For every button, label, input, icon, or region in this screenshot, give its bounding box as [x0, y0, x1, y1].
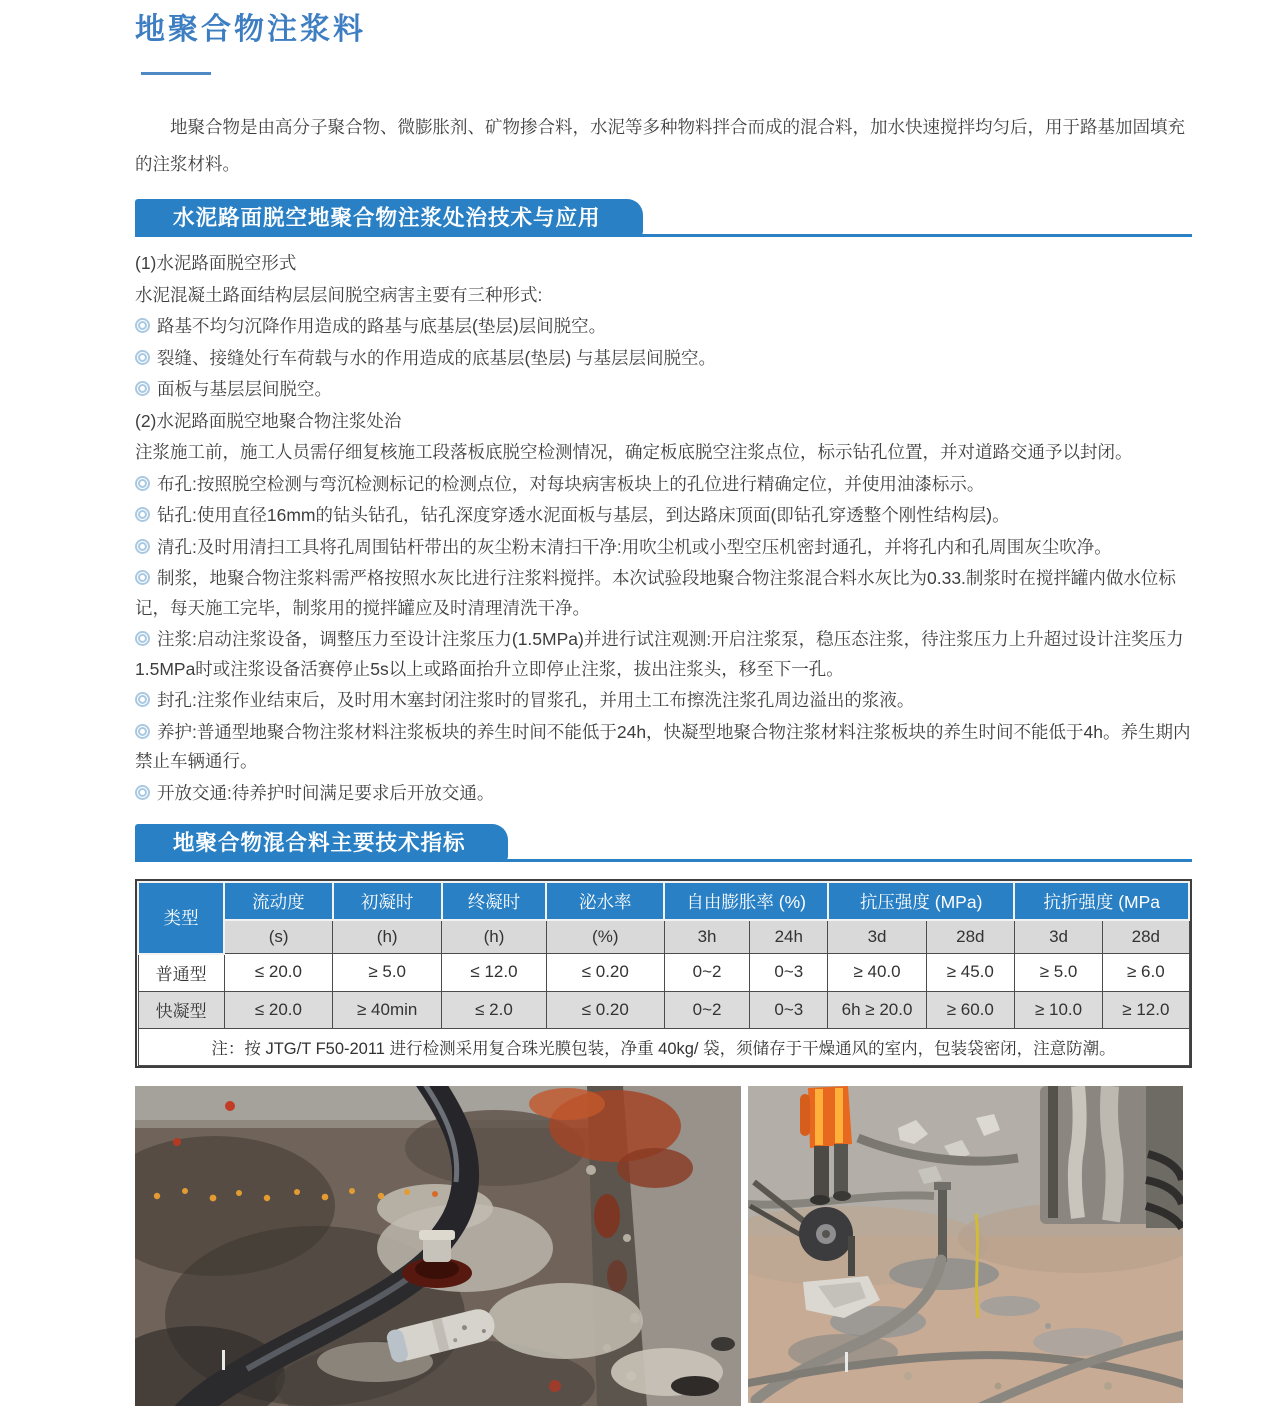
page-title: 地聚合物注浆料 — [135, 13, 366, 46]
table-corner-header: 类型 — [138, 882, 224, 954]
bullet-text: 布孔:按照脱空检测与弯沉检测标记的检测点位，对每块病害板块上的孔位进行精确定位，并使用油漆标示。 — [157, 473, 985, 494]
title-underline — [141, 72, 211, 75]
value-cell: ≤ 12.0 — [442, 954, 546, 992]
bullet-item — [135, 344, 1192, 374]
table-header-cell: 自由膨胀率 (%) — [664, 882, 827, 920]
value-cell: ≥ 5.0 — [1014, 954, 1102, 992]
table-subheader-cell: 24h — [750, 920, 828, 954]
bullet-item — [135, 779, 1192, 809]
body-paragraph: (2)水泥路面脱空地聚合物注浆处治 — [135, 410, 402, 431]
value-cell: ≤ 0.20 — [546, 954, 664, 992]
ring-bullet-icon — [135, 570, 150, 585]
bullet-text: 路基不均匀沉降作用造成的路基与底基层(垫层)层间脱空。 — [157, 316, 607, 336]
spec-table-wrapper — [135, 879, 1192, 1068]
photo-pavement-grouting-hose — [135, 1086, 741, 1406]
value-cell: 0~2 — [664, 991, 749, 1028]
bullet-text: 开放交通:待养护时间满足要求后开放交通。 — [157, 782, 495, 803]
body-paragraph: 水泥混凝土路面结构层层间脱空病害主要有三种形式: — [135, 284, 543, 305]
value-cell: ≥ 45.0 — [926, 954, 1014, 992]
bullet-text: 裂缝、接缝处行车荷载与水的作用造成的底基层(垫层) 与基层层间脱空。 — [157, 347, 717, 368]
page-content — [135, 0, 1192, 1406]
scan-artifact — [845, 1352, 848, 1372]
ring-bullet-icon — [135, 507, 150, 522]
ring-bullet-icon — [135, 476, 150, 491]
bullet-text: 注浆:启动注浆设备，调整压力至设计注浆压力(1.5MPa)并进行试注观测:开启注浆泵，稳压态注浆，待注浆压力上升超过设计注奖压力1.5MPa时或注浆设备活赛停止5s以上或路面抬升立即停止注浆，拔出注浆头，移至下一孔。 — [135, 629, 1184, 679]
table-subheader-cell: (%) — [546, 920, 664, 954]
bullet-item — [135, 470, 1192, 500]
table-header-cell: 初凝时 — [333, 882, 442, 920]
ring-bullet-icon — [135, 381, 150, 396]
bullet-item — [135, 686, 1192, 716]
bullet-text: 面板与基层层间脱空。 — [157, 379, 332, 399]
bullet-text: 钻孔:使用直径16mm的钻头钻孔，钻孔深度穿透水泥面板与基层，到达路床顶面(即钻孔穿透整个刚性结构层)。 — [157, 505, 1010, 525]
row-label: 普通型 — [138, 954, 224, 992]
ring-bullet-icon — [135, 785, 150, 800]
table-header-cell: 终凝时 — [442, 882, 546, 920]
section2-banner: 地聚合物混合料主要技术指标 — [135, 824, 508, 862]
value-cell: 0~2 — [664, 954, 749, 992]
ring-bullet-icon — [135, 350, 150, 365]
bullet-text: 养护:普通型地聚合物注浆材料注浆板块的养生时间不能低于24h，快凝型地聚合物注浆材料注浆板块的养生时间不能低于4h。养生期内禁止车辆通行。 — [135, 721, 1191, 771]
table-header-cell: 泌水率 — [546, 882, 664, 920]
table-subheader-cell: (h) — [333, 920, 442, 954]
table-row — [138, 954, 1189, 992]
bullet-text: 清孔:及时用清扫工具将孔周围钻杆带出的灰尘粉末清扫干净:用吹尘机或小型空压机密封通孔，并将孔内和孔周围灰尘吹净。 — [157, 536, 1112, 557]
bullet-item — [135, 501, 1192, 531]
value-cell: 0~3 — [750, 954, 828, 992]
value-cell: ≤ 0.20 — [546, 991, 664, 1028]
ring-bullet-icon — [135, 539, 150, 554]
bullet-item — [135, 718, 1192, 777]
value-cell: ≥ 5.0 — [333, 954, 442, 992]
value-cell: ≥ 60.0 — [926, 991, 1014, 1028]
bullet-item — [135, 533, 1192, 563]
table-subheader-cell: (h) — [442, 920, 546, 954]
table-subheader-cell: 3h — [664, 920, 749, 954]
section2-banner-row — [135, 824, 1192, 862]
bullet-item — [135, 564, 1192, 623]
photo-site-grouting-work — [748, 1086, 1183, 1403]
table-header-cell: 流动度 — [224, 882, 332, 920]
ring-bullet-icon — [135, 692, 150, 707]
table-subheader-cell: 3d — [828, 920, 926, 954]
value-cell: ≥ 6.0 — [1103, 954, 1189, 992]
ring-bullet-icon — [135, 631, 150, 646]
value-cell: ≤ 20.0 — [224, 954, 332, 992]
section1-banner-row — [135, 199, 1192, 237]
value-cell: ≥ 10.0 — [1014, 991, 1102, 1028]
value-cell: ≥ 40min — [333, 991, 442, 1028]
value-cell: 0~3 — [750, 991, 828, 1028]
section1-banner: 水泥路面脱空地聚合物注浆处治技术与应用 — [135, 199, 643, 237]
table-subheader-cell: (s) — [224, 920, 332, 954]
table-subheader-cell: 28d — [926, 920, 1014, 954]
value-cell: ≥ 12.0 — [1103, 991, 1189, 1028]
photo-strip — [135, 1086, 1192, 1406]
table-header-cell: 抗压强度 (MPa) — [828, 882, 1015, 920]
bullet-text: 封孔:注浆作业结束后，及时用木塞封闭注浆时的冒浆孔，并用土工布擦洗注浆孔周边溢出的浆液。 — [157, 690, 915, 710]
table-note: 注：按 JTG/T F50-2011 进行检测采用复合珠光膜包装，净重 40kg/ 袋，须储存于干燥通风的室内，包装袋密闭，注意防潮。 — [138, 1028, 1189, 1065]
bullet-item — [135, 312, 1192, 342]
bullet-item — [135, 375, 1192, 405]
intro-paragraph: 地聚合物是由高分子聚合物、微膨胀剂、矿物掺合料，水泥等多种物料拌合而成的混合料，加水快速搅拌均匀后，用于路基加固填充的注浆材料。 — [135, 117, 1185, 174]
body-paragraph: (1)水泥路面脱空形式 — [135, 253, 297, 273]
table-subheader-cell: 28d — [1103, 920, 1189, 954]
bullet-item — [135, 625, 1192, 684]
bullet-text: 制浆，地聚合物注浆料需严格按照水灰比进行注浆料搅拌。本次试验段地聚合物注浆混合料水灰比为0.33.制浆时在搅拌罐内做水位标记，每天施工完毕，制浆用的搅拌罐应及时清理清洗干净。 — [135, 568, 1176, 618]
table-subheader-cell: 3d — [1014, 920, 1102, 954]
ring-bullet-icon — [135, 724, 150, 739]
row-label: 快凝型 — [138, 991, 224, 1028]
table-row — [138, 991, 1189, 1028]
ring-bullet-icon — [135, 318, 150, 333]
scan-artifact — [222, 1350, 225, 1370]
section1-body — [135, 249, 1192, 808]
body-paragraph: 注浆施工前，施工人员需仔细复核施工段落板底脱空检测情况，确定板底脱空注浆点位，标示钻孔位置，并对道路交通予以封闭。 — [135, 442, 1133, 462]
value-cell: ≥ 40.0 — [828, 954, 926, 992]
value-cell: 6h ≥ 20.0 — [828, 991, 926, 1028]
value-cell: ≤ 20.0 — [224, 991, 332, 1028]
value-cell: ≤ 2.0 — [442, 991, 546, 1028]
spec-table — [137, 881, 1190, 1066]
table-note-row — [138, 1028, 1189, 1065]
table-header-cell: 抗折强度 (MPa — [1014, 882, 1189, 920]
